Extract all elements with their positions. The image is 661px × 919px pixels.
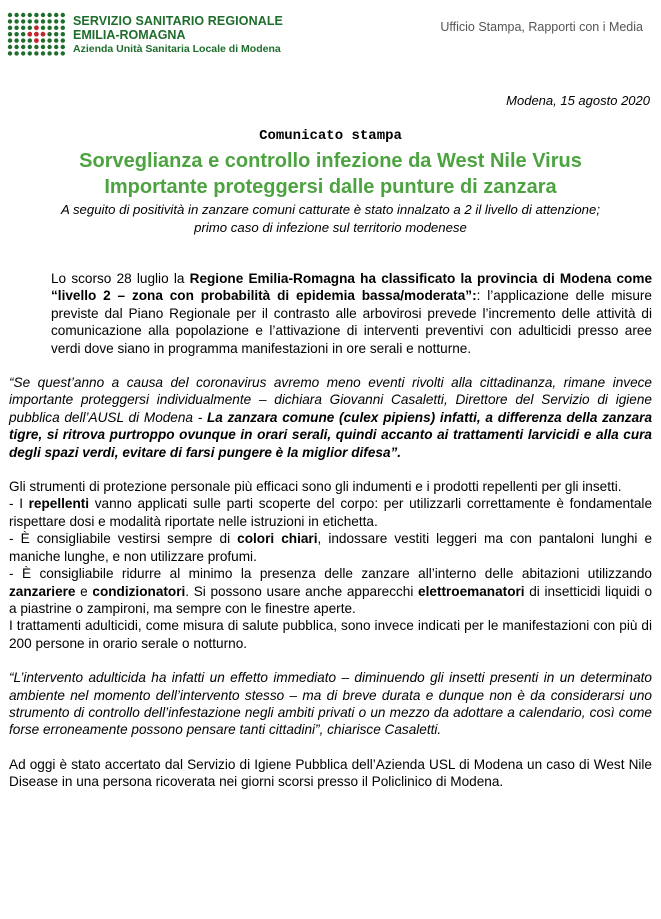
logo-dot [28, 45, 32, 49]
logo-dot [41, 38, 45, 42]
bold-span: Regione Emilia-Romagna ha classificato la provincia di Modena come “livello 2 – zona con probabilità di epidemia bassa/moderata” [51, 271, 653, 304]
logo-dot [28, 19, 32, 23]
logo-dot [21, 13, 25, 17]
text-span: - È consigliabile vestirsi sempre di [9, 531, 238, 547]
paragraph-protection: Gli strumenti di protezione personale più efficaci sono gli indumenti e i prodotti repellenti per gli insetti. [9, 479, 622, 495]
logo-dot [47, 19, 51, 23]
logo-dot [54, 19, 58, 23]
quote-bold-span: La zanzara comune (culex pipiens) infatti, a differenza della zanzara tigre, si ritrova purtroppo ovunque in orari serali, quindi accanto ai trattamenti larvicidi e alla cura degli spazi verdi, evitare di farsi pungere è la miglior difesa”. [9, 409, 652, 460]
logo-dot [54, 38, 58, 42]
regional-logo-icon [7, 12, 67, 56]
bold-span: repellenti [28, 496, 90, 512]
logo-dot [14, 26, 18, 30]
logo-dot [27, 32, 32, 37]
logo-dot [14, 32, 18, 36]
headline-line-1: Sorveglianza e controllo infezione da West Nile Virus [79, 150, 582, 172]
article-body [9, 270, 652, 791]
logo-dot [41, 19, 45, 23]
text-span: vanno applicati sulle parti scoperte del corpo: per utilizzarli correttamente è fondamentale rispettare dosi e modalità riportate nelle istruzioni in etichetta. [9, 496, 653, 529]
logo-dot [34, 51, 38, 55]
text-span: . Si possono usare anche apparecchi [185, 583, 419, 599]
logo-dot [61, 19, 65, 23]
logo-dot [14, 38, 18, 42]
logo-dot [8, 13, 12, 17]
logo-dot [28, 38, 32, 42]
bold-span: zanzariere [9, 583, 76, 599]
logo-dot [61, 26, 65, 30]
logo-dot [47, 51, 51, 55]
logo-dot [61, 32, 65, 36]
logo-dot [8, 26, 12, 30]
logo-dot [34, 38, 39, 43]
text-span: : l’applicazione delle misure previste dal Piano Regionale per il contrasto alle arbovirosi prevede l’incremento delle attività di comunicazione alla popolazione e l’attivazione di interventi preventivi con adulticidi presso aree verdi dove siano in programma manifestazioni in ore serali e notturne. [51, 288, 652, 356]
logo-dot [21, 19, 25, 23]
subheadline-line-2: primo caso di infezione sul territorio modenese [194, 220, 467, 235]
logo-dot [47, 13, 51, 17]
bullet-repellents [9, 495, 652, 530]
logo-dot [8, 32, 12, 36]
logo-dot [14, 19, 18, 23]
text-span: Lo scorso 28 luglio la [51, 271, 190, 286]
bold-span: : [472, 288, 477, 304]
logo-dot [21, 38, 25, 42]
logo-dot [54, 32, 58, 36]
logo-dot [61, 38, 65, 42]
text-span: di insetticidi liquidi o a piastrine o zampironi, ma sempre con le finestre aperte. [9, 583, 653, 616]
logo-dot [34, 32, 39, 37]
logo-dot [8, 45, 12, 49]
logo-dot [8, 51, 12, 55]
bullet-home [9, 565, 652, 617]
logo-dot [41, 26, 45, 30]
press-date: Modena, 15 agosto 2020 [506, 93, 650, 108]
logo-dot [54, 26, 58, 30]
organization-name [73, 14, 283, 56]
logo-dot [61, 51, 65, 55]
logo-dot [41, 32, 46, 37]
paragraph-first-case: Ad oggi è stato accertato dal Servizio di Igiene Pubblica dell’Azienda USL di Modena un caso di West Nile Disease in una persona ricoverata nei giorni scorsi presso il Policlinico di Modena. [9, 756, 652, 790]
bold-span: colori chiari [237, 531, 318, 547]
logo-dot [14, 13, 18, 17]
text-span: , indossare vestiti leggeri ma con pantaloni lunghi e maniche lunghe, e non utilizzare profumi. [9, 531, 653, 564]
headline [0, 148, 661, 200]
logo-dot [54, 13, 58, 17]
bold-span: elettroemanatori [418, 583, 525, 599]
org-line-3: Azienda Unità Sanitaria Locale di Modena [73, 43, 281, 55]
logo-dot [28, 51, 32, 55]
org-line-1: SERVIZIO SANITARIO REGIONALE [73, 14, 283, 28]
logo-dot [54, 45, 58, 49]
logo-dot [21, 32, 25, 36]
logo-dot [61, 45, 65, 49]
subheadline-line-1: A seguito di positività in zanzare comuni catturate è stato innalzato a 2 il livello di attenzione; [60, 202, 601, 217]
logo-dot [21, 45, 25, 49]
quote-span: “Se quest’anno a causa del coronavirus avremo meno eventi rivolti alla cittadinanza, rimane invece importante proteggersi individualmente – dichiara Giovanni Casaletti, Direttore del Servizio di igiene pubblica dell’AUSL di Modena - [9, 375, 652, 425]
logo-dot [14, 51, 18, 55]
logo-dot [34, 13, 38, 17]
bold-span: condizionatori [92, 583, 186, 599]
paragraph-quote-intervention: “L’intervento adulticida ha infatti un effetto immediato – diminuendo gli insetti presenti in un determinato ambiente nel momento dell’intervento stesso – ma di breve durata e dunque non è da considerarsi uno strumento di controllo dell’infestazione negli ambiti privati o un mezzo da adottare a calendario, così come forse erroneamente possono pensare tanti cittadini”, chiarisce Casaletti. [9, 670, 652, 738]
paragraph-quote-casaletti [9, 374, 652, 461]
org-line-2: EMILIA-ROMAGNA [73, 28, 186, 42]
office-name: Ufficio Stampa, Rapporti con i Media [440, 20, 643, 34]
logo-dot [21, 26, 25, 30]
logo-dot [41, 45, 45, 49]
letterhead [0, 0, 661, 70]
bullet-clothing [9, 530, 652, 565]
logo-dot [8, 19, 12, 23]
logo-dot [21, 51, 25, 55]
logo-dot [47, 45, 51, 49]
press-release-label: Comunicato stampa [259, 128, 402, 144]
logo-dot [28, 13, 32, 17]
headline-line-2: Importante proteggersi dalle punture di zanzara [104, 176, 557, 198]
paragraph-adulticides: I trattamenti adulticidi, come misura di salute pubblica, sono invece indicati per le manifestazioni con più di 200 persone in orario serale o notturno. [9, 618, 652, 651]
logo-dot [61, 13, 65, 17]
logo-dot [34, 45, 38, 49]
paragraph-intro [9, 270, 652, 357]
subheadline [0, 201, 661, 237]
text-span: - I [9, 496, 29, 512]
logo-dot [14, 45, 18, 49]
logo-dot [47, 32, 51, 36]
logo-dot [47, 38, 51, 42]
text-span: - È consigliabile ridurre al minimo la presenza delle zanzare all’interno delle abitazioni utilizzando [9, 566, 652, 582]
logo-dot [34, 25, 39, 30]
logo-dot [54, 51, 58, 55]
logo-dot [41, 13, 45, 17]
logo-dot [41, 51, 45, 55]
logo-dot [8, 38, 12, 42]
logo-dot [47, 26, 51, 30]
logo-dot [28, 26, 32, 30]
text-span: e [75, 583, 93, 599]
logo-dot [34, 19, 38, 23]
